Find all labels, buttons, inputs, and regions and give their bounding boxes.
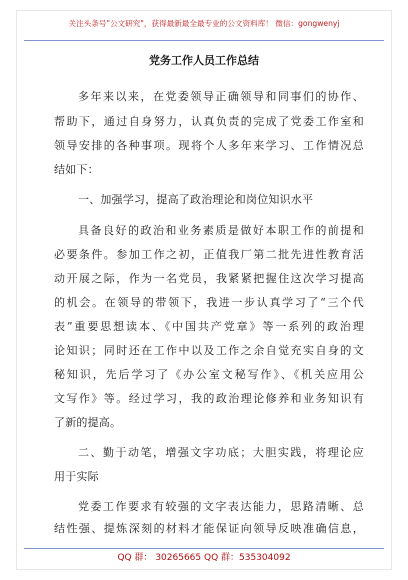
body-line: 论知识；同时还在工作中以及工作之余自觉充实自身的文 [54, 344, 364, 357]
header-banner: 关注头条号"公文研究"，获得最新最全最专业的公文资料库！ 微信：gongwenyj [68, 19, 340, 28]
body-line: 帮助下，通过自身努力，认真负责的完成了党委工作室和 [54, 115, 364, 128]
body-line: 结性强、提炼深刻的材料才能保证向领导反映准确信息， [54, 522, 364, 535]
body-line: 动开展之际，作为一名党员，我紧紧把握住这次学习提高 [54, 272, 364, 285]
body-line: 领导安排的各种事项。现将个人多年来学习、工作情况总 [54, 139, 364, 152]
section-heading-1: 一、加强学习，提高了政治理论和岗位知识水平 [78, 193, 314, 206]
body-line: 多年来以来，在党委领导正确领导和同事们的协作、 [78, 90, 364, 103]
footer-banner: QQ 群： 30265665 QQ 群：535304092 [117, 553, 291, 563]
body-line: 表”重要思想读本、《中国共产党章》等一系列的政治理 [54, 320, 364, 333]
footer-divider [24, 548, 384, 549]
body-line: 了新的提高。 [54, 416, 122, 429]
body-line: 秘知识，先后学习了《办公室文秘写作》、《机关应用公 [54, 368, 364, 381]
body-line: 的机会。在领导的带领下，我进一步认真学习了“三个代 [54, 296, 364, 309]
body-line: 必要条件。参加工作之初，正值我厂第二批先进性教育活 [54, 248, 364, 261]
section-heading-2: 二、勤于动笔，增强文字功底；大胆实践，将理论应 [78, 446, 364, 459]
body-line: 文写作》等。经过学习，我的政治理论修养和业务知识有 [54, 392, 364, 405]
body-line: 具备良好的政治和业务素质是做好本职工作的前提和 [78, 224, 364, 237]
document-title: 党务工作人员工作总结 [149, 54, 259, 67]
section-heading-2-cont: 用于实际 [54, 470, 99, 483]
body-line: 党委工作要求有较强的文字表达能力，思路清晰、总 [78, 500, 364, 513]
header-divider [24, 40, 384, 41]
body-line: 结如下： [54, 163, 99, 176]
